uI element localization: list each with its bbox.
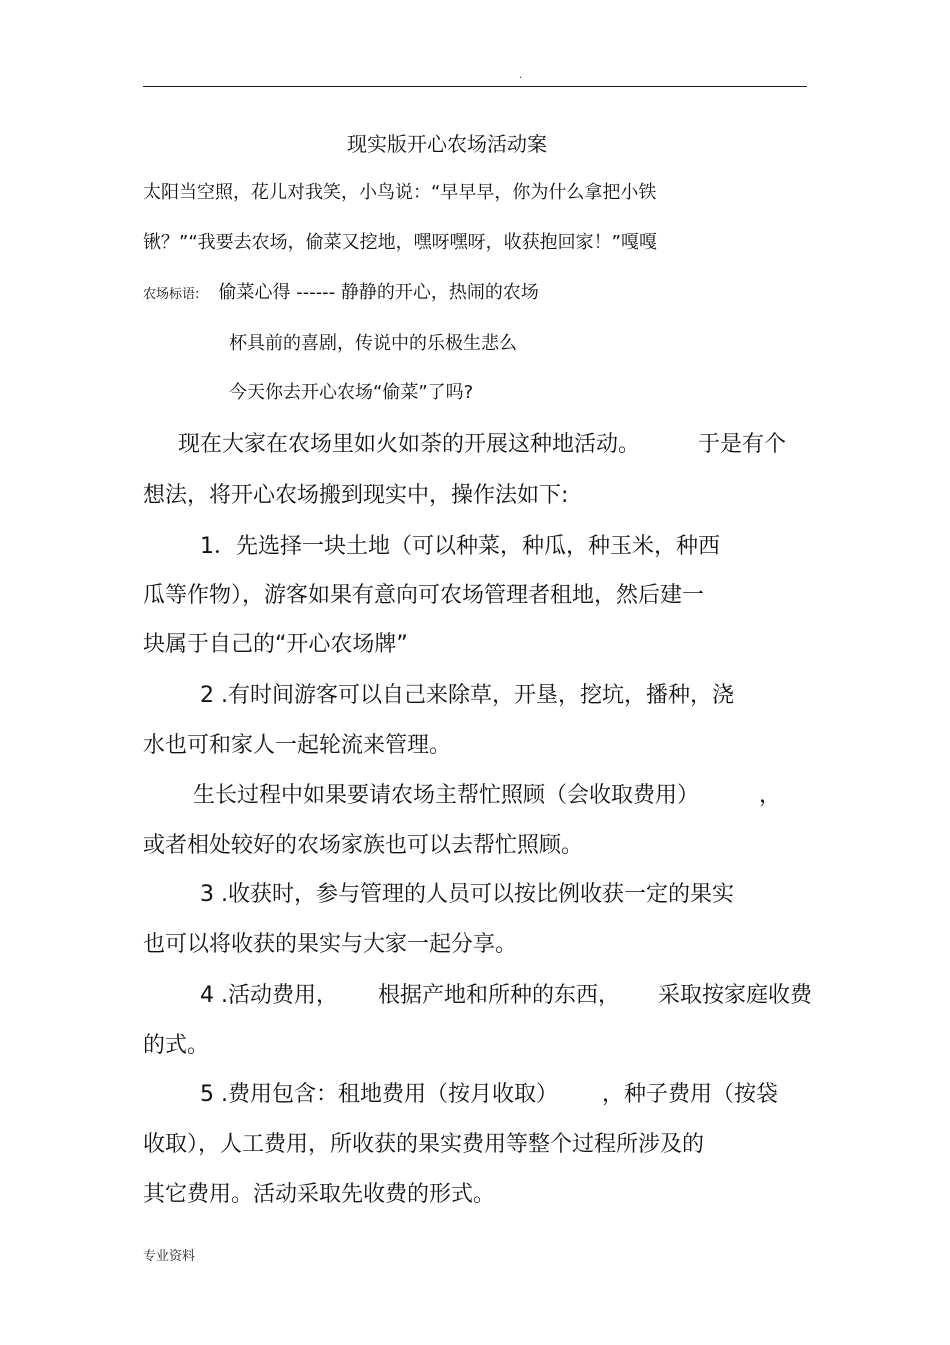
footer-label: 专业资料 [143,1249,196,1264]
slogan-label: 农场标语: [143,287,200,302]
paragraph-1-text-a: 现在大家在农场里如火如荼的开展这种地活动。 [178,432,641,457]
step-1-line-2: 瓜等作物），游客如果有意向可农场管理者租地，然后建一 [143,583,705,608]
paragraph-2-line-1 [193,785,781,807]
slogan-line-3: 今天你去开心农场“偷菜”了吗? [229,382,474,403]
step-2-line-2: 水也可和家人一起轮流来管理。 [143,733,452,758]
paragraph-1-text-b: 于是有个 [698,432,787,457]
slogan-line-2: 杯具前的喜剧，传说中的乐极生悲么 [229,333,517,354]
step-4-text-c: 采取按家庭收费 [658,983,813,1008]
paragraph-1-line-2: 想法，将开心农场搬到现实中，操作法如下: [143,483,569,508]
step-2-line-1: 2 .有时间游客可以自己来除草，开垦，挖坑，播种，浇 [200,683,734,708]
step-5-text-a: 5 .费用包含：租地费用（按月收取） [200,1082,558,1107]
step-5-text-b: ，种子费用（按袋 [602,1082,779,1107]
paragraph-2-text-b: ， [759,783,782,808]
step-1-line-3: 块属于自己的“开心农场牌” [143,632,408,657]
paragraph-2-line-2: 或者相处较好的农场家族也可以去帮忙照顾。 [143,833,584,858]
step-4-text-b: 根据产地和所种的东西， [377,983,620,1008]
step-1-line-1: 1．先选择一块土地（可以种菜，种瓜，种玉米，种西 [200,534,720,559]
intro-line-1: 太阳当空照，花儿对我笑，小鸟说：“早早早，你为什么拿把小铁 [143,182,657,203]
step-3-line-2: 也可以将收获的果实与大家一起分享。 [143,932,518,957]
step-4-line-1 [200,985,812,1007]
step-5-line-3: 其它费用。活动采取先收费的形式。 [143,1182,496,1207]
step-4-text-a: 4 .活动费用， [200,983,338,1008]
step-3-line-1: 3 .收获时，参与管理的人员可以按比例收获一定的果实 [200,882,734,907]
slogan-line-1: 偷菜心得 ------ 静静的开心，热闹的农场 [218,282,539,303]
paragraph-2-text-a: 生长过程中如果要请农场主帮忙照顾（会收取费用） [193,783,700,808]
step-5-line-2: 收取），人工费用，所收获的果实费用等整个过程所涉及的 [143,1132,705,1157]
slogan-row-1 [143,284,539,302]
header-dot: . [519,70,523,81]
page-title: 现实版开心农场活动案 [347,132,547,156]
step-5-line-1 [200,1084,778,1106]
intro-line-2: 锹？”“我要去农场，偷菜又挖地，嘿呀嘿呀，收获抱回家！”嘎嘎 [143,232,657,253]
paragraph-1-line-1 [178,434,786,456]
header-rule [143,86,807,87]
step-4-line-2: 的式。 [143,1033,210,1058]
